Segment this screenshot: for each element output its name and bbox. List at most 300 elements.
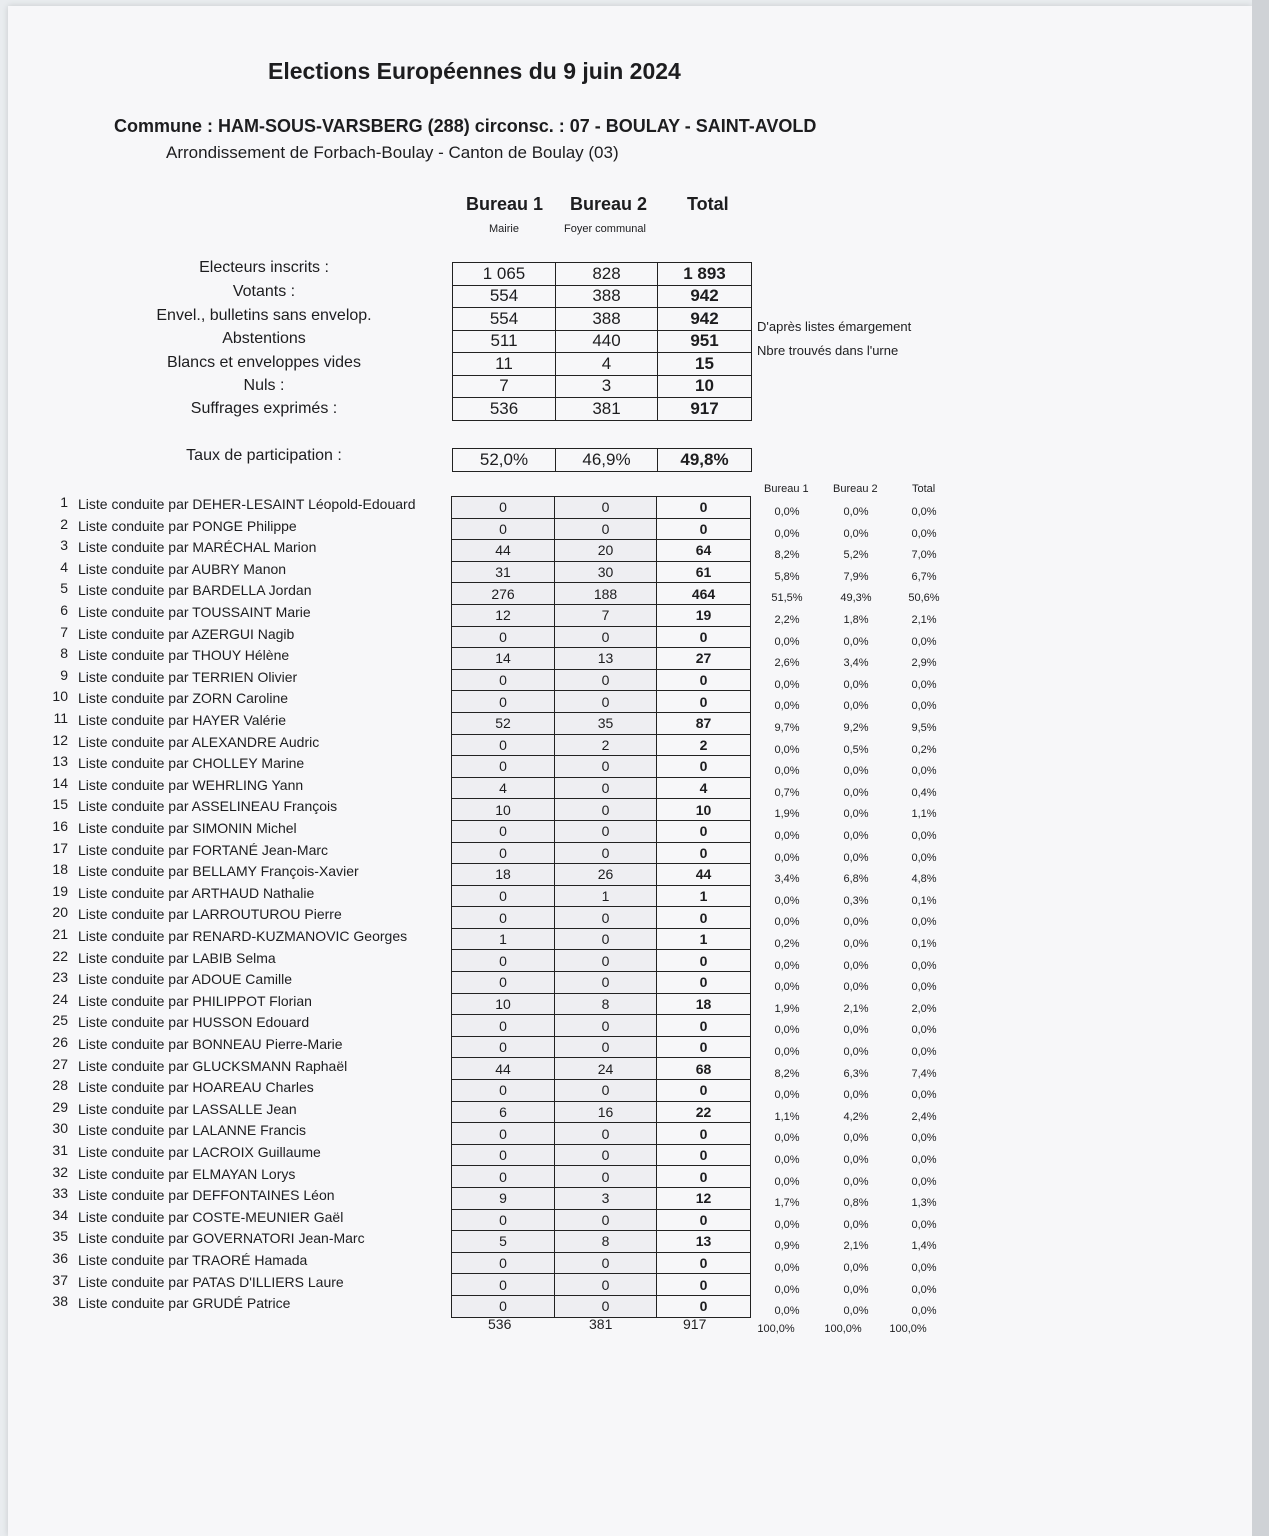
list-row xyxy=(452,993,751,1015)
list-pct-bureau-2: 0,3% xyxy=(843,894,869,907)
list-pct-total: 0,0% xyxy=(911,851,937,864)
list-pct-total: 7,4% xyxy=(911,1067,937,1080)
list-row xyxy=(452,864,751,886)
list-bureau-2-votes: 26 xyxy=(555,864,657,886)
stat-bureau-2: 440 xyxy=(556,330,658,353)
list-pct-total: 0,0% xyxy=(911,981,937,994)
list-pct-bureau-2: 0,0% xyxy=(843,1089,869,1102)
footer-pct-bureau-2: 100,0% xyxy=(824,1323,862,1335)
list-name: Liste conduite par TERRIEN Olivier xyxy=(78,668,298,685)
list-name: Liste conduite par HUSSON Edouard xyxy=(78,1014,310,1031)
participation-bureau-2: 46,9% xyxy=(556,449,658,472)
list-name: Liste conduite par LACROIX Guillaume xyxy=(78,1144,321,1160)
list-number: 34 xyxy=(52,1206,68,1223)
list-row xyxy=(452,1058,751,1080)
list-row xyxy=(452,518,751,540)
list-pct-bureau-2: 0,0% xyxy=(843,765,869,778)
list-pct-bureau-2: 9,2% xyxy=(843,722,869,734)
list-name: Liste conduite par LARROUTUROU Pierre xyxy=(78,906,342,923)
list-pct-bureau-2: 0,0% xyxy=(843,1218,869,1231)
list-name: Liste conduite par ZORN Caroline xyxy=(78,690,289,707)
list-pct-bureau-1: 1,7% xyxy=(774,1197,800,1210)
stat-label: Votants : xyxy=(232,283,296,300)
list-total-votes: 0 xyxy=(657,950,751,972)
list-pct-bureau-1: 0,0% xyxy=(774,1262,800,1274)
list-pct-total: 7,0% xyxy=(911,549,937,562)
list-total-votes: 0 xyxy=(657,1123,751,1145)
participation-label: Taux de participation : xyxy=(186,447,342,464)
list-pct-bureau-2: 0,0% xyxy=(843,808,869,821)
list-row xyxy=(452,1080,751,1102)
list-pct-bureau-2: 2,1% xyxy=(843,1002,869,1015)
list-row xyxy=(452,842,751,864)
stat-row xyxy=(453,285,752,308)
list-number: 26 xyxy=(52,1034,68,1050)
lists-table xyxy=(451,496,751,1318)
list-pct-bureau-2: 7,9% xyxy=(843,570,869,583)
column-sub-bureau-2: Foyer communal xyxy=(564,223,646,235)
list-name: Liste conduite par CHOLLEY Marine xyxy=(78,755,305,772)
list-bureau-2-votes: 8 xyxy=(555,993,657,1015)
list-total-votes: 19 xyxy=(657,604,751,626)
stat-label: Nuls : xyxy=(243,377,285,394)
list-total-votes: 1 xyxy=(657,928,751,950)
list-number: 38 xyxy=(52,1293,68,1310)
list-name: Liste conduite par ASSELINEAU François xyxy=(78,798,338,815)
list-pct-bureau-1: 0,2% xyxy=(774,938,800,950)
list-total-votes: 18 xyxy=(657,993,751,1015)
list-name: Liste conduite par LABIB Selma xyxy=(78,949,276,966)
list-total-votes: 12 xyxy=(657,1188,751,1210)
list-bureau-2-votes: 24 xyxy=(555,1058,657,1080)
list-row xyxy=(452,1101,751,1123)
list-bureau-2-votes: 8 xyxy=(555,1231,657,1253)
list-row xyxy=(452,950,751,972)
list-pct-bureau-2: 0,0% xyxy=(843,851,869,864)
stat-label: Blancs et enveloppes vides xyxy=(167,354,361,371)
list-pct-bureau-1: 9,7% xyxy=(774,722,800,734)
list-pct-bureau-1: 0,0% xyxy=(774,1089,800,1102)
list-number: 9 xyxy=(60,666,68,683)
list-pct-total: 0,0% xyxy=(911,959,937,972)
list-pct-total: 0,0% xyxy=(911,916,937,929)
list-pct-total: 6,7% xyxy=(911,570,937,583)
list-bureau-1-votes: 0 xyxy=(452,1295,555,1317)
list-number: 21 xyxy=(52,926,68,942)
list-bureau-1-votes: 0 xyxy=(452,497,555,519)
list-number: 17 xyxy=(52,839,68,856)
list-row xyxy=(452,1123,751,1145)
column-header-total: Total xyxy=(687,194,729,214)
list-pct-bureau-2: 0,0% xyxy=(843,1154,869,1166)
stat-total: 1 893 xyxy=(658,263,752,286)
list-number: 6 xyxy=(60,602,68,618)
list-pct-bureau-2: 0,0% xyxy=(843,635,869,648)
list-row xyxy=(452,1252,751,1274)
list-number: 31 xyxy=(52,1142,68,1158)
list-total-votes: 0 xyxy=(657,1209,751,1231)
list-bureau-2-votes: 0 xyxy=(555,691,657,713)
list-number: 23 xyxy=(52,969,68,986)
list-name: Liste conduite par PONGE Philippe xyxy=(78,517,297,534)
list-number: 25 xyxy=(52,1012,68,1029)
list-name: Liste conduite par GRUDÉ Patrice xyxy=(78,1295,291,1312)
list-name: Liste conduite par ALEXANDRE Audric xyxy=(78,733,320,750)
stat-bureau-2: 388 xyxy=(556,285,658,308)
list-bureau-1-votes: 0 xyxy=(452,842,555,864)
list-pct-total: 1,4% xyxy=(911,1240,937,1253)
list-pct-bureau-1: 0,0% xyxy=(774,981,800,994)
stat-row xyxy=(453,353,752,376)
stat-bureau-1: 11 xyxy=(453,353,556,376)
list-total-votes: 13 xyxy=(657,1231,751,1253)
stat-label: Abstentions xyxy=(222,330,306,347)
stat-note: Nbre trouvés dans l'urne xyxy=(757,343,899,358)
list-pct-bureau-1: 0,0% xyxy=(774,1305,800,1318)
list-bureau-1-votes: 0 xyxy=(452,907,555,929)
stat-bureau-1: 554 xyxy=(453,285,556,308)
list-total-votes: 0 xyxy=(657,1036,751,1058)
stats-table xyxy=(452,262,752,421)
list-row xyxy=(452,1274,751,1296)
stat-bureau-2: 4 xyxy=(556,353,658,376)
list-pct-total: 2,1% xyxy=(911,614,937,626)
list-bureau-2-votes: 0 xyxy=(555,1144,657,1166)
list-row xyxy=(452,561,751,583)
list-bureau-1-votes: 44 xyxy=(452,540,555,562)
list-number: 5 xyxy=(60,580,68,597)
list-pct-bureau-1: 8,2% xyxy=(774,549,800,562)
list-bureau-2-votes: 0 xyxy=(555,907,657,929)
list-total-votes: 0 xyxy=(657,626,751,648)
list-bureau-1-votes: 0 xyxy=(452,518,555,540)
list-number: 11 xyxy=(53,710,68,726)
list-total-votes: 0 xyxy=(657,820,751,842)
list-row xyxy=(452,1036,751,1058)
list-pct-bureau-2: 49,3% xyxy=(840,592,872,605)
footer-bureau-2-sum: 381 xyxy=(589,1316,613,1332)
list-name: Liste conduite par ADOUE Camille xyxy=(78,971,292,988)
list-pct-bureau-2: 0,0% xyxy=(843,916,869,929)
stat-bureau-2: 828 xyxy=(556,263,658,286)
list-pct-bureau-2: 0,0% xyxy=(843,1024,869,1037)
stat-note: D'après listes émargement xyxy=(757,319,912,334)
list-pct-bureau-1: 0,9% xyxy=(774,1240,800,1253)
list-bureau-2-votes: 0 xyxy=(555,1080,657,1102)
list-total-votes: 0 xyxy=(657,972,751,994)
stat-total: 951 xyxy=(658,330,752,353)
list-bureau-2-votes: 2 xyxy=(555,734,657,756)
list-bureau-2-votes: 0 xyxy=(555,1015,657,1037)
list-bureau-2-votes: 0 xyxy=(555,1123,657,1145)
list-bureau-1-votes: 0 xyxy=(452,1080,555,1102)
list-number: 29 xyxy=(52,1098,68,1115)
list-pct-total: 9,5% xyxy=(911,722,937,734)
list-pct-bureau-2: 2,1% xyxy=(843,1240,869,1253)
pct-header-bureau-1: Bureau 1 xyxy=(764,483,809,495)
participation-bureau-1: 52,0% xyxy=(453,449,556,472)
list-total-votes: 0 xyxy=(657,497,751,519)
list-pct-total: 0,0% xyxy=(911,1046,937,1058)
list-row xyxy=(452,1209,751,1231)
list-bureau-2-votes: 13 xyxy=(555,648,657,670)
stat-bureau-1: 536 xyxy=(453,398,556,421)
list-bureau-1-votes: 0 xyxy=(452,1144,555,1166)
list-bureau-1-votes: 0 xyxy=(452,1036,555,1058)
list-total-votes: 10 xyxy=(657,799,751,821)
list-bureau-1-votes: 14 xyxy=(452,648,555,670)
list-number: 22 xyxy=(52,947,68,964)
list-name: Liste conduite par LASSALLE Jean xyxy=(78,1100,297,1117)
list-pct-bureau-1: 0,0% xyxy=(774,1283,800,1296)
list-name: Liste conduite par PHILIPPOT Florian xyxy=(78,992,312,1009)
list-bureau-1-votes: 5 xyxy=(452,1231,555,1253)
participation-table xyxy=(452,448,752,472)
list-total-votes: 0 xyxy=(657,669,751,691)
list-total-votes: 0 xyxy=(657,907,751,929)
list-total-votes: 0 xyxy=(657,1166,751,1188)
list-pct-total: 50,6% xyxy=(908,592,940,605)
list-pct-bureau-2: 4,2% xyxy=(843,1110,869,1123)
list-name: Liste conduite par WEHRLING Yann xyxy=(78,776,304,793)
page-edge xyxy=(1252,0,1269,1536)
footer-pct-total: 100,0% xyxy=(889,1323,927,1335)
list-pct-bureau-1: 2,2% xyxy=(774,614,800,626)
list-row xyxy=(452,669,751,691)
stat-total: 942 xyxy=(658,285,752,308)
list-pct-bureau-1: 8,2% xyxy=(774,1067,800,1080)
list-name: Liste conduite par DEFFONTAINES Léon xyxy=(78,1187,335,1204)
stat-bureau-1: 511 xyxy=(453,330,556,353)
list-number: 16 xyxy=(52,818,68,834)
list-pct-total: 2,9% xyxy=(911,657,937,670)
list-row xyxy=(452,1144,751,1166)
list-total-votes: 0 xyxy=(657,1252,751,1274)
list-bureau-1-votes: 4 xyxy=(452,777,555,799)
list-pct-bureau-1: 0,0% xyxy=(774,894,800,907)
list-total-votes: 27 xyxy=(657,648,751,670)
list-bureau-2-votes: 0 xyxy=(555,799,657,821)
list-number: 1 xyxy=(60,494,68,510)
list-bureau-2-votes: 0 xyxy=(555,1166,657,1188)
list-name: Liste conduite par GOVERNATORI Jean-Marc xyxy=(78,1230,365,1247)
page-title: Elections Européennes du 9 juin 2024 xyxy=(268,58,681,84)
list-pct-bureau-1: 0,0% xyxy=(774,743,800,756)
list-pct-bureau-2: 0,0% xyxy=(843,959,869,972)
list-pct-bureau-1: 0,0% xyxy=(774,1132,800,1145)
list-bureau-2-votes: 0 xyxy=(555,928,657,950)
list-number: 18 xyxy=(52,861,68,878)
list-pct-total: 0,0% xyxy=(911,700,937,713)
list-pct-bureau-1: 0,0% xyxy=(774,700,800,713)
list-bureau-1-votes: 0 xyxy=(452,820,555,842)
list-pct-total: 0,0% xyxy=(911,765,937,778)
list-pct-total: 0,0% xyxy=(911,635,937,648)
list-number: 8 xyxy=(60,645,68,662)
list-pct-total: 0,0% xyxy=(911,1262,937,1274)
list-bureau-2-votes: 0 xyxy=(555,972,657,994)
list-pct-total: 0,0% xyxy=(911,1154,937,1166)
list-total-votes: 0 xyxy=(657,1015,751,1037)
list-name: Liste conduite par MARÉCHAL Marion xyxy=(78,539,317,556)
list-bureau-1-votes: 0 xyxy=(452,972,555,994)
list-bureau-2-votes: 7 xyxy=(555,604,657,626)
list-pct-bureau-1: 0,0% xyxy=(774,1175,800,1188)
list-name: Liste conduite par HOAREAU Charles xyxy=(78,1079,314,1096)
list-total-votes: 61 xyxy=(657,561,751,583)
list-row xyxy=(452,583,751,605)
list-pct-total: 0,0% xyxy=(911,1024,937,1037)
list-row xyxy=(452,1015,751,1037)
list-total-votes: 0 xyxy=(657,1274,751,1296)
stat-label: Envel., bulletins sans envelop. xyxy=(156,307,372,324)
list-bureau-2-votes: 0 xyxy=(555,777,657,799)
list-pct-bureau-2: 0,0% xyxy=(843,786,869,799)
list-pct-total: 0,1% xyxy=(911,938,937,950)
list-row xyxy=(452,626,751,648)
list-pct-total: 0,0% xyxy=(911,1283,937,1296)
stat-bureau-1: 7 xyxy=(453,375,556,398)
stat-row xyxy=(453,308,752,331)
list-pct-bureau-2: 5,2% xyxy=(843,549,869,562)
list-pct-bureau-2: 0,0% xyxy=(843,1262,869,1274)
list-pct-bureau-1: 3,4% xyxy=(774,873,800,886)
list-pct-bureau-2: 6,8% xyxy=(843,873,869,886)
list-row xyxy=(452,885,751,907)
list-bureau-2-votes: 0 xyxy=(555,1274,657,1296)
list-bureau-2-votes: 0 xyxy=(555,669,657,691)
list-bureau-2-votes: 188 xyxy=(555,583,657,605)
list-bureau-2-votes: 0 xyxy=(555,820,657,842)
list-pct-total: 1,3% xyxy=(911,1197,937,1210)
list-name: Liste conduite par TOUSSAINT Marie xyxy=(78,604,311,620)
list-bureau-2-votes: 0 xyxy=(555,756,657,778)
list-row xyxy=(452,820,751,842)
list-pct-bureau-2: 1,8% xyxy=(843,614,869,626)
list-bureau-1-votes: 0 xyxy=(452,734,555,756)
list-total-votes: 22 xyxy=(657,1101,751,1123)
list-number: 28 xyxy=(52,1077,68,1094)
list-bureau-1-votes: 0 xyxy=(452,626,555,648)
list-bureau-1-votes: 0 xyxy=(452,950,555,972)
list-number: 24 xyxy=(52,990,68,1007)
list-pct-bureau-1: 0,0% xyxy=(774,765,800,778)
list-pct-bureau-1: 0,0% xyxy=(774,635,800,648)
list-pct-total: 0,0% xyxy=(911,1218,937,1231)
list-bureau-2-votes: 3 xyxy=(555,1188,657,1210)
list-total-votes: 4 xyxy=(657,777,751,799)
list-row xyxy=(452,712,751,734)
list-pct-bureau-2: 0,0% xyxy=(843,678,869,691)
list-total-votes: 0 xyxy=(657,1144,751,1166)
stat-bureau-1: 554 xyxy=(453,308,556,331)
list-bureau-1-votes: 12 xyxy=(452,604,555,626)
list-total-votes: 44 xyxy=(657,864,751,886)
stat-total: 10 xyxy=(658,375,752,398)
list-pct-bureau-2: 0,0% xyxy=(843,1175,869,1188)
list-bureau-1-votes: 44 xyxy=(452,1058,555,1080)
list-bureau-2-votes: 0 xyxy=(555,950,657,972)
list-pct-total: 0,0% xyxy=(911,506,937,518)
list-name: Liste conduite par BELLAMY François-Xavier xyxy=(78,863,359,880)
column-header-bureau-1: Bureau 1 xyxy=(466,194,544,214)
stat-label: Electeurs inscrits : xyxy=(199,259,329,276)
list-name: Liste conduite par SIMONIN Michel xyxy=(78,820,297,836)
list-name: Liste conduite par ARTHAUD Nathalie xyxy=(78,884,315,901)
list-number: 14 xyxy=(52,774,68,791)
list-number: 13 xyxy=(52,753,68,770)
list-total-votes: 0 xyxy=(657,518,751,540)
list-bureau-1-votes: 0 xyxy=(452,1123,555,1145)
list-pct-bureau-1: 0,0% xyxy=(774,527,800,540)
list-number: 10 xyxy=(52,688,68,705)
list-pct-bureau-2: 0,0% xyxy=(843,981,869,994)
list-total-votes: 0 xyxy=(657,842,751,864)
list-bureau-2-votes: 1 xyxy=(555,885,657,907)
list-number: 35 xyxy=(52,1228,68,1245)
list-bureau-2-votes: 0 xyxy=(555,518,657,540)
list-bureau-2-votes: 35 xyxy=(555,712,657,734)
list-name: Liste conduite par DEHER-LESAINT Léopold-Edouard xyxy=(78,496,416,512)
pct-header-total: Total xyxy=(912,483,936,495)
list-bureau-1-votes: 0 xyxy=(452,756,555,778)
list-number: 37 xyxy=(52,1271,68,1288)
list-pct-bureau-2: 3,4% xyxy=(843,657,869,670)
list-bureau-1-votes: 10 xyxy=(452,993,555,1015)
list-name: Liste conduite par HAYER Valérie xyxy=(78,712,287,728)
footer-pct-bureau-1: 100,0% xyxy=(757,1323,795,1335)
participation-total: 49,8% xyxy=(658,449,752,472)
list-pct-total: 2,0% xyxy=(911,1002,937,1015)
list-pct-bureau-1: 2,6% xyxy=(774,657,800,670)
column-header-bureau-2: Bureau 2 xyxy=(570,194,648,214)
list-total-votes: 0 xyxy=(657,1080,751,1102)
list-pct-bureau-2: 6,3% xyxy=(843,1067,869,1080)
stat-row xyxy=(453,330,752,353)
list-number: 27 xyxy=(52,1055,68,1072)
list-pct-bureau-1: 5,8% xyxy=(774,570,800,583)
list-row xyxy=(452,734,751,756)
list-total-votes: 64 xyxy=(657,540,751,562)
list-bureau-2-votes: 0 xyxy=(555,1295,657,1317)
stat-bureau-2: 388 xyxy=(556,308,658,331)
list-bureau-2-votes: 0 xyxy=(555,626,657,648)
stat-row xyxy=(453,375,752,398)
list-pct-total: 0,0% xyxy=(911,1089,937,1102)
list-name: Liste conduite par PATAS D'ILLIERS Laure xyxy=(78,1273,344,1290)
commune-line: Commune : HAM-SOUS-VARSBERG (288) circonsc. : 07 - BOULAY - SAINT-AVOLD xyxy=(114,116,817,136)
list-pct-bureau-2: 0,0% xyxy=(843,1305,869,1318)
list-row xyxy=(452,756,751,778)
list-pct-total: 1,1% xyxy=(911,808,937,821)
list-pct-total: 0,4% xyxy=(911,786,937,799)
list-total-votes: 0 xyxy=(657,1295,751,1317)
footer-total-sum: 917 xyxy=(683,1316,707,1332)
list-pct-bureau-1: 0,0% xyxy=(774,1218,800,1231)
list-bureau-1-votes: 9 xyxy=(452,1188,555,1210)
stat-row xyxy=(453,398,752,421)
list-row xyxy=(452,540,751,562)
list-bureau-1-votes: 0 xyxy=(452,1252,555,1274)
list-pct-total: 0,0% xyxy=(911,1132,937,1145)
list-name: Liste conduite par TRAORÉ Hamada xyxy=(78,1252,308,1268)
stat-bureau-2: 3 xyxy=(556,375,658,398)
list-total-votes: 87 xyxy=(657,712,751,734)
list-bureau-1-votes: 1 xyxy=(452,928,555,950)
list-name: Liste conduite par BONNEAU Pierre-Marie xyxy=(78,1036,343,1052)
list-bureau-2-votes: 20 xyxy=(555,540,657,562)
list-number: 30 xyxy=(52,1120,68,1137)
